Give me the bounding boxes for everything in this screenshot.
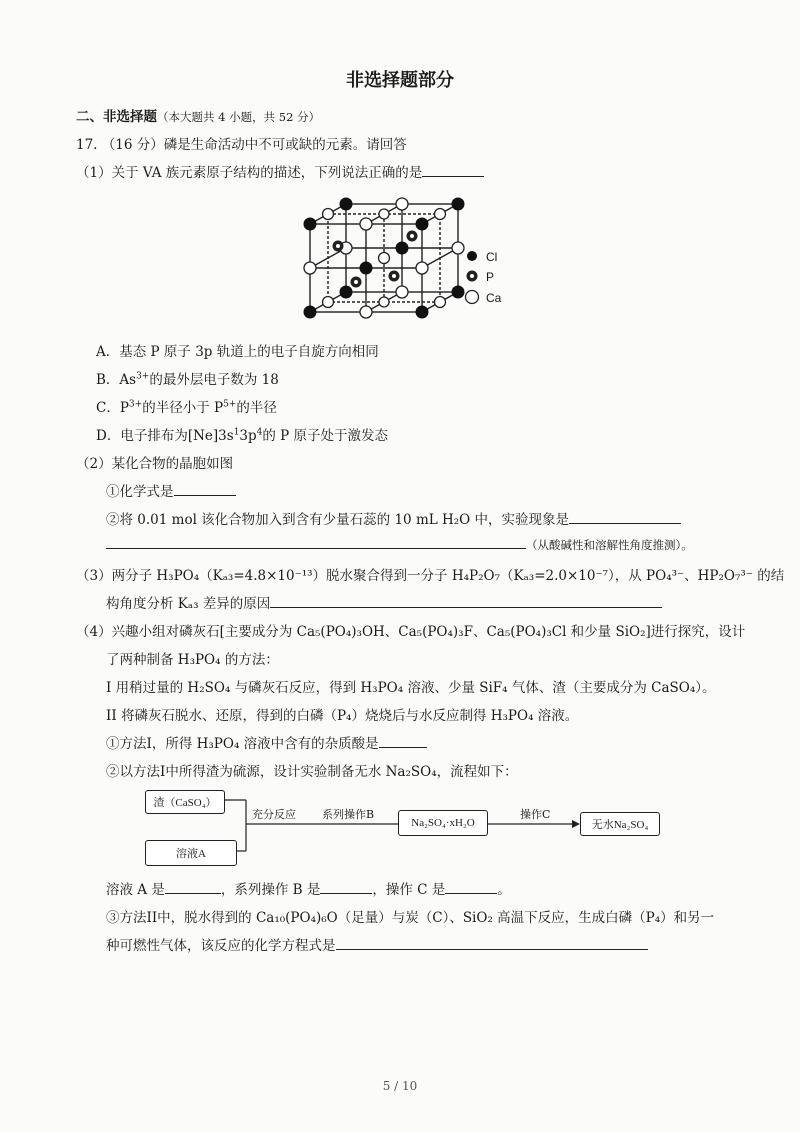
part-2-2-cont: （从酸碱性和溶解性角度推测）。 bbox=[106, 536, 693, 553]
crystal-cell-figure bbox=[294, 190, 514, 330]
answer-blank bbox=[165, 881, 221, 894]
method-2: II 将磷灰石脱水、还原，得到的白磷（P₄）烧烧后与水反应制得 H₃PO₄ 溶液。 bbox=[106, 708, 579, 724]
part-2-2: ②将 0.01 mol 该化合物加入到含有少量石蕊的 10 mL H₂O 中，实验现象是 bbox=[106, 508, 681, 528]
answer-blank bbox=[379, 735, 427, 748]
arrow-head-2 bbox=[572, 820, 580, 828]
legend-cl-icon bbox=[467, 251, 477, 261]
part-1-text: （1）关于 VA 族元素原子结构的描述，下列说法正确的是 bbox=[76, 165, 423, 181]
answer-blank bbox=[445, 881, 497, 894]
answer-blank bbox=[270, 595, 662, 608]
part-4-1: ①方法I，所得 H₃PO₄ 溶液中含有的杂质酸是 bbox=[106, 732, 427, 752]
question-number: 17. bbox=[76, 137, 98, 153]
answer-blank bbox=[336, 937, 648, 950]
part-4-2-answer: 溶液 A 是 ，系列操作 B 是 ，操作 C 是 。 bbox=[106, 882, 511, 898]
section-heading bbox=[76, 105, 320, 125]
flow-label-op-c: 操作C bbox=[520, 808, 551, 821]
question-17-stem bbox=[76, 133, 407, 153]
section-label: 二、非选择题 bbox=[76, 109, 157, 125]
option-d: D．电子排布为$[Ne]3s^13p^4$的 P 原子处于激发态 bbox=[96, 427, 389, 444]
part-4-2: ②以方法I中所得渣为硫源，设计实验制备无水 Na₂SO₄，流程如下： bbox=[106, 764, 518, 780]
option-c: C．$P^{3+}$的半径小于 $P^{5+}$的半径 bbox=[96, 399, 277, 416]
option-a: A．基态 P 原子 3p 轨道上的电子自旋方向相同 bbox=[96, 344, 379, 360]
answer-blank bbox=[422, 164, 484, 177]
part-2-prompt: （2）某化合物的晶胞如图 bbox=[76, 456, 234, 472]
legend-p-label: P bbox=[486, 270, 495, 284]
part-3-line1: （3）两分子 H₃PO₄（Kₐ₃=4.8×10⁻¹³）脱水聚合得到一分子 H₄P₂O₇（Kₐ₃=2.0×10⁻⁷），从 PO₄³⁻、HP₂O₇³⁻ 的结 bbox=[76, 568, 785, 584]
part-4-3-line2: 种可燃性气体，该反应的化学方程式是 bbox=[106, 934, 648, 954]
method-1: I 用稍过量的 H₂SO₄ 与磷灰石反应，得到 H₃PO₄ 溶液、少量 SiF₄ 气体、渣（主要成分为 CaSO₄）。 bbox=[106, 680, 716, 696]
page-number: 5 / 10 bbox=[382, 1079, 418, 1093]
flow-label-op-b: 系列操作B bbox=[322, 808, 375, 821]
answer-blank bbox=[320, 881, 372, 894]
flow-box-anhydrous: 无水Na₂SO₄ bbox=[580, 812, 660, 836]
legend-ca-icon bbox=[466, 291, 479, 304]
part-1-prompt bbox=[76, 161, 484, 181]
section-note: （本大题共 4 小题，共 52 分） bbox=[157, 110, 321, 124]
part-3-line2: 构角度分析 Kₐ₃ 差异的原因 bbox=[106, 592, 662, 612]
part-4-line2: 了两种制备 H₃PO₄ 的方法： bbox=[106, 652, 279, 668]
flow-box-hydrate: Na₂SO₄·xH₂O bbox=[398, 810, 488, 836]
legend-ca-label: Ca bbox=[486, 291, 502, 305]
answer-blank bbox=[174, 483, 236, 496]
flow-label-react: 充分反应 bbox=[252, 808, 296, 821]
flow-box-residue: 渣（CaSO₄） bbox=[145, 790, 225, 814]
question-stem: （16 分）磷是生命活动中不可或缺的元素。请回答 bbox=[101, 137, 407, 153]
legend-cl-label: Cl bbox=[486, 250, 498, 264]
answer-blank bbox=[106, 536, 526, 549]
flow-box-solution-a: 溶液A bbox=[145, 840, 237, 866]
answer-blank bbox=[569, 511, 681, 524]
page-title: 非选择题部分 bbox=[346, 70, 454, 91]
part-4-line1: （4）兴趣小组对磷灰石[主要成分为 Ca₅(PO₄)₃OH、Ca₅(PO₄)₃F、Ca₅(PO₄)₃Cl 和少量 SiO₂]进行探究，设计 bbox=[76, 624, 746, 640]
part-2-1: ①化学式是 bbox=[106, 480, 236, 500]
option-b: B．$As^{3+}$的最外层电子数为 18 bbox=[96, 371, 279, 388]
part-4-3-line1: ③方法II中，脱水得到的 Ca₁₀(PO₄)₆O（足量）与炭（C）、SiO₂ 高温下反应，生成白磷（P₄）和另一 bbox=[106, 910, 715, 926]
